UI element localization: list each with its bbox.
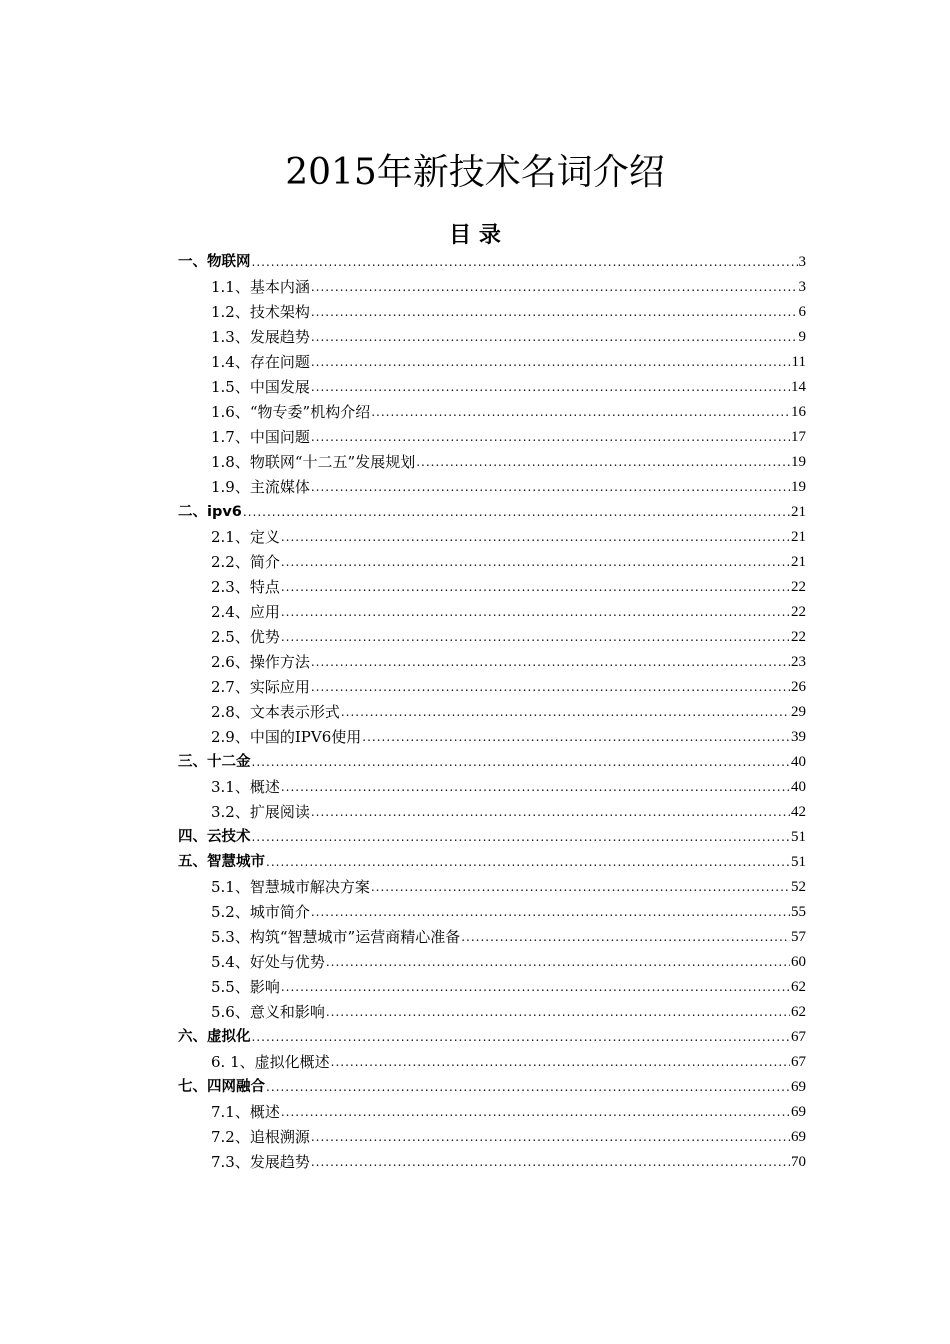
toc-dot-leader <box>281 975 790 1000</box>
toc-entry-label: 1.4、存在问题 <box>211 353 310 371</box>
toc-dot-leader <box>281 575 790 600</box>
toc-page-number: 3 <box>798 254 806 270</box>
toc-dot-leader <box>311 325 798 350</box>
toc-section-entry[interactable] <box>178 925 806 950</box>
toc-dot-leader <box>266 850 790 875</box>
toc-dot-leader <box>311 1150 790 1175</box>
toc-entry-label: 1.9、主流媒体 <box>211 478 310 496</box>
toc-page-number: 22 <box>791 604 806 620</box>
toc-dot-leader <box>362 725 790 750</box>
toc-section-entry[interactable] <box>178 1050 806 1075</box>
toc-entry-label: 5.4、好处与优势 <box>211 953 325 971</box>
toc-entry-label: 2.3、特点 <box>211 578 280 596</box>
toc-dot-leader <box>281 525 790 550</box>
toc-dot-leader <box>281 775 790 800</box>
toc-page-number: 14 <box>791 379 806 395</box>
toc-section-entry[interactable] <box>178 950 806 975</box>
toc-section-entry[interactable] <box>178 725 806 750</box>
toc-entry-label: 3.1、概述 <box>211 778 280 796</box>
toc-page-number: 6 <box>798 304 806 320</box>
toc-section-entry[interactable] <box>178 375 806 400</box>
toc-page-number: 21 <box>791 504 806 520</box>
toc-section-entry[interactable] <box>178 650 806 675</box>
toc-page-number: 60 <box>791 954 806 970</box>
toc-entry-label: 2.5、优势 <box>211 628 280 646</box>
toc-section-entry[interactable] <box>178 275 806 300</box>
toc-page-number: 52 <box>791 879 806 895</box>
toc-page-number: 21 <box>791 529 806 545</box>
toc-dot-leader <box>281 600 790 625</box>
toc-page-number: 51 <box>791 829 806 845</box>
toc-entry-label: 一、物联网 <box>178 254 251 270</box>
toc-section-entry[interactable] <box>178 475 806 500</box>
toc-page-number: 17 <box>791 429 806 445</box>
toc-entry-label: 7.2、追根溯源 <box>211 1128 310 1146</box>
toc-section-entry[interactable] <box>178 975 806 1000</box>
toc-entry-label: 2.1、定义 <box>211 528 280 546</box>
toc-dot-leader <box>371 875 790 900</box>
toc-entry-label: 七、四网融合 <box>178 1079 265 1095</box>
toc-page-number: 51 <box>791 854 806 870</box>
toc-dot-leader <box>252 250 798 275</box>
toc-dot-leader <box>311 675 790 700</box>
toc-section-entry[interactable] <box>178 1125 806 1150</box>
toc-page-number: 69 <box>791 1079 806 1095</box>
toc-section-entry[interactable] <box>178 550 806 575</box>
toc-dot-leader <box>416 450 790 475</box>
toc-dot-leader <box>281 550 790 575</box>
toc-section-entry[interactable] <box>178 400 806 425</box>
toc-section-entry[interactable] <box>178 1150 806 1175</box>
toc-entry-label: 5.6、意义和影响 <box>211 1003 325 1021</box>
toc-chapter-entry[interactable] <box>178 750 806 775</box>
toc-entry-label: 1.1、基本内涵 <box>211 278 310 296</box>
toc-entry-label: 六、虚拟化 <box>178 1029 251 1045</box>
document-title: 2015年新技术名词介绍 <box>285 152 665 194</box>
toc-dot-leader <box>311 300 798 325</box>
toc-entry-label: 3.2、扩展阅读 <box>211 803 310 821</box>
toc-entry-label: 2.8、文本表示形式 <box>211 703 340 721</box>
toc-dot-leader <box>311 900 790 925</box>
toc-chapter-entry[interactable] <box>178 1025 806 1050</box>
toc-entry-label: 1.2、技术架构 <box>211 303 310 321</box>
toc-page-number: 19 <box>791 479 806 495</box>
toc-page-number: 9 <box>798 329 806 345</box>
toc-page-number: 62 <box>791 1004 806 1020</box>
toc-dot-leader <box>311 350 791 375</box>
toc-dot-leader <box>311 800 790 825</box>
toc-section-entry[interactable] <box>178 900 806 925</box>
toc-entry-label: 5.1、智慧城市解决方案 <box>211 878 370 896</box>
toc-dot-leader <box>311 425 790 450</box>
toc-page-number: 42 <box>791 804 806 820</box>
toc-page-number: 3 <box>798 279 806 295</box>
toc-section-entry[interactable] <box>178 575 806 600</box>
toc-chapter-entry[interactable] <box>178 1075 806 1100</box>
toc-page-number: 55 <box>791 904 806 920</box>
toc-page-number: 23 <box>791 654 806 670</box>
toc-page-number: 40 <box>791 754 806 770</box>
table-of-contents <box>178 250 806 1175</box>
toc-entry-label: 6. 1、虚拟化概述 <box>211 1053 330 1071</box>
toc-chapter-entry[interactable] <box>178 850 806 875</box>
toc-heading: 目 录 <box>449 223 501 248</box>
toc-section-entry[interactable] <box>178 1100 806 1125</box>
toc-dot-leader <box>281 625 790 650</box>
toc-page-number: 62 <box>791 979 806 995</box>
toc-entry-label: 7.1、概述 <box>211 1103 280 1121</box>
toc-section-entry[interactable] <box>178 325 806 350</box>
toc-entry-label: 二、ipv6 <box>178 504 242 520</box>
toc-page-number: 67 <box>791 1054 806 1070</box>
toc-page-number: 29 <box>791 704 806 720</box>
toc-section-entry[interactable] <box>178 525 806 550</box>
toc-dot-leader <box>311 275 798 300</box>
toc-page-number: 22 <box>791 579 806 595</box>
toc-section-entry[interactable] <box>178 775 806 800</box>
toc-page-number: 40 <box>791 779 806 795</box>
toc-dot-leader <box>311 375 790 400</box>
toc-page-number: 21 <box>791 554 806 570</box>
toc-dot-leader <box>311 475 790 500</box>
toc-page-number: 16 <box>791 404 806 420</box>
toc-entry-label: 1.7、中国问题 <box>211 428 310 446</box>
toc-page-number: 11 <box>791 354 806 370</box>
toc-page-number: 69 <box>791 1129 806 1145</box>
toc-page-number: 69 <box>791 1104 806 1120</box>
toc-section-entry[interactable] <box>178 700 806 725</box>
toc-dot-leader <box>252 750 791 775</box>
toc-dot-leader <box>311 1125 790 1150</box>
toc-dot-leader <box>311 650 790 675</box>
toc-page-number: 19 <box>791 454 806 470</box>
toc-entry-label: 1.5、中国发展 <box>211 378 310 396</box>
toc-entry-label: 2.6、操作方法 <box>211 653 310 671</box>
toc-section-entry[interactable] <box>178 625 806 650</box>
toc-dot-leader <box>371 400 790 425</box>
toc-entry-label: 五、智慧城市 <box>178 854 265 870</box>
toc-entry-label: 2.9、中国的IPV6使用 <box>211 728 362 746</box>
toc-entry-label: 7.3、发展趋势 <box>211 1153 310 1171</box>
toc-dot-leader <box>252 1025 791 1050</box>
toc-dot-leader <box>281 1100 790 1125</box>
toc-entry-label: 2.4、应用 <box>211 603 280 621</box>
toc-entry-label: 2.2、简介 <box>211 553 280 571</box>
toc-page-number: 57 <box>791 929 806 945</box>
toc-dot-leader <box>326 1000 790 1025</box>
toc-entry-label: 1.3、发展趋势 <box>211 328 310 346</box>
toc-dot-leader <box>243 500 790 525</box>
toc-section-entry[interactable] <box>178 350 806 375</box>
toc-dot-leader <box>266 1075 790 1100</box>
toc-dot-leader <box>341 700 790 725</box>
toc-section-entry[interactable] <box>178 800 806 825</box>
toc-dot-leader <box>326 950 790 975</box>
toc-section-entry[interactable] <box>178 675 806 700</box>
toc-section-entry[interactable] <box>178 425 806 450</box>
toc-section-entry[interactable] <box>178 450 806 475</box>
toc-page-number: 39 <box>791 729 806 745</box>
toc-section-entry[interactable] <box>178 300 806 325</box>
toc-entry-label: 5.5、影响 <box>211 978 280 996</box>
toc-section-entry[interactable] <box>178 600 806 625</box>
toc-entry-label: 5.3、构筑“智慧城市”运营商精心准备 <box>211 928 461 946</box>
toc-page-number: 26 <box>791 679 806 695</box>
toc-page-number: 70 <box>791 1154 806 1170</box>
toc-entry-label: 2.7、实际应用 <box>211 678 310 696</box>
toc-chapter-entry[interactable] <box>178 250 806 275</box>
toc-entry-label: 四、云技术 <box>178 829 251 845</box>
toc-entry-label: 1.6、“物专委”机构介绍 <box>211 403 371 421</box>
toc-entry-label: 三、十二金 <box>178 754 251 770</box>
toc-entry-label: 5.2、城市简介 <box>211 903 310 921</box>
toc-entry-label: 1.8、物联网“十二五”发展规划 <box>211 453 416 471</box>
toc-chapter-entry[interactable] <box>178 825 806 850</box>
toc-page-number: 67 <box>791 1029 806 1045</box>
toc-page-number: 22 <box>791 629 806 645</box>
toc-dot-leader <box>252 825 791 850</box>
toc-dot-leader <box>461 925 790 950</box>
toc-dot-leader <box>331 1050 790 1075</box>
toc-chapter-entry[interactable] <box>178 500 806 525</box>
toc-section-entry[interactable] <box>178 1000 806 1025</box>
toc-section-entry[interactable] <box>178 875 806 900</box>
